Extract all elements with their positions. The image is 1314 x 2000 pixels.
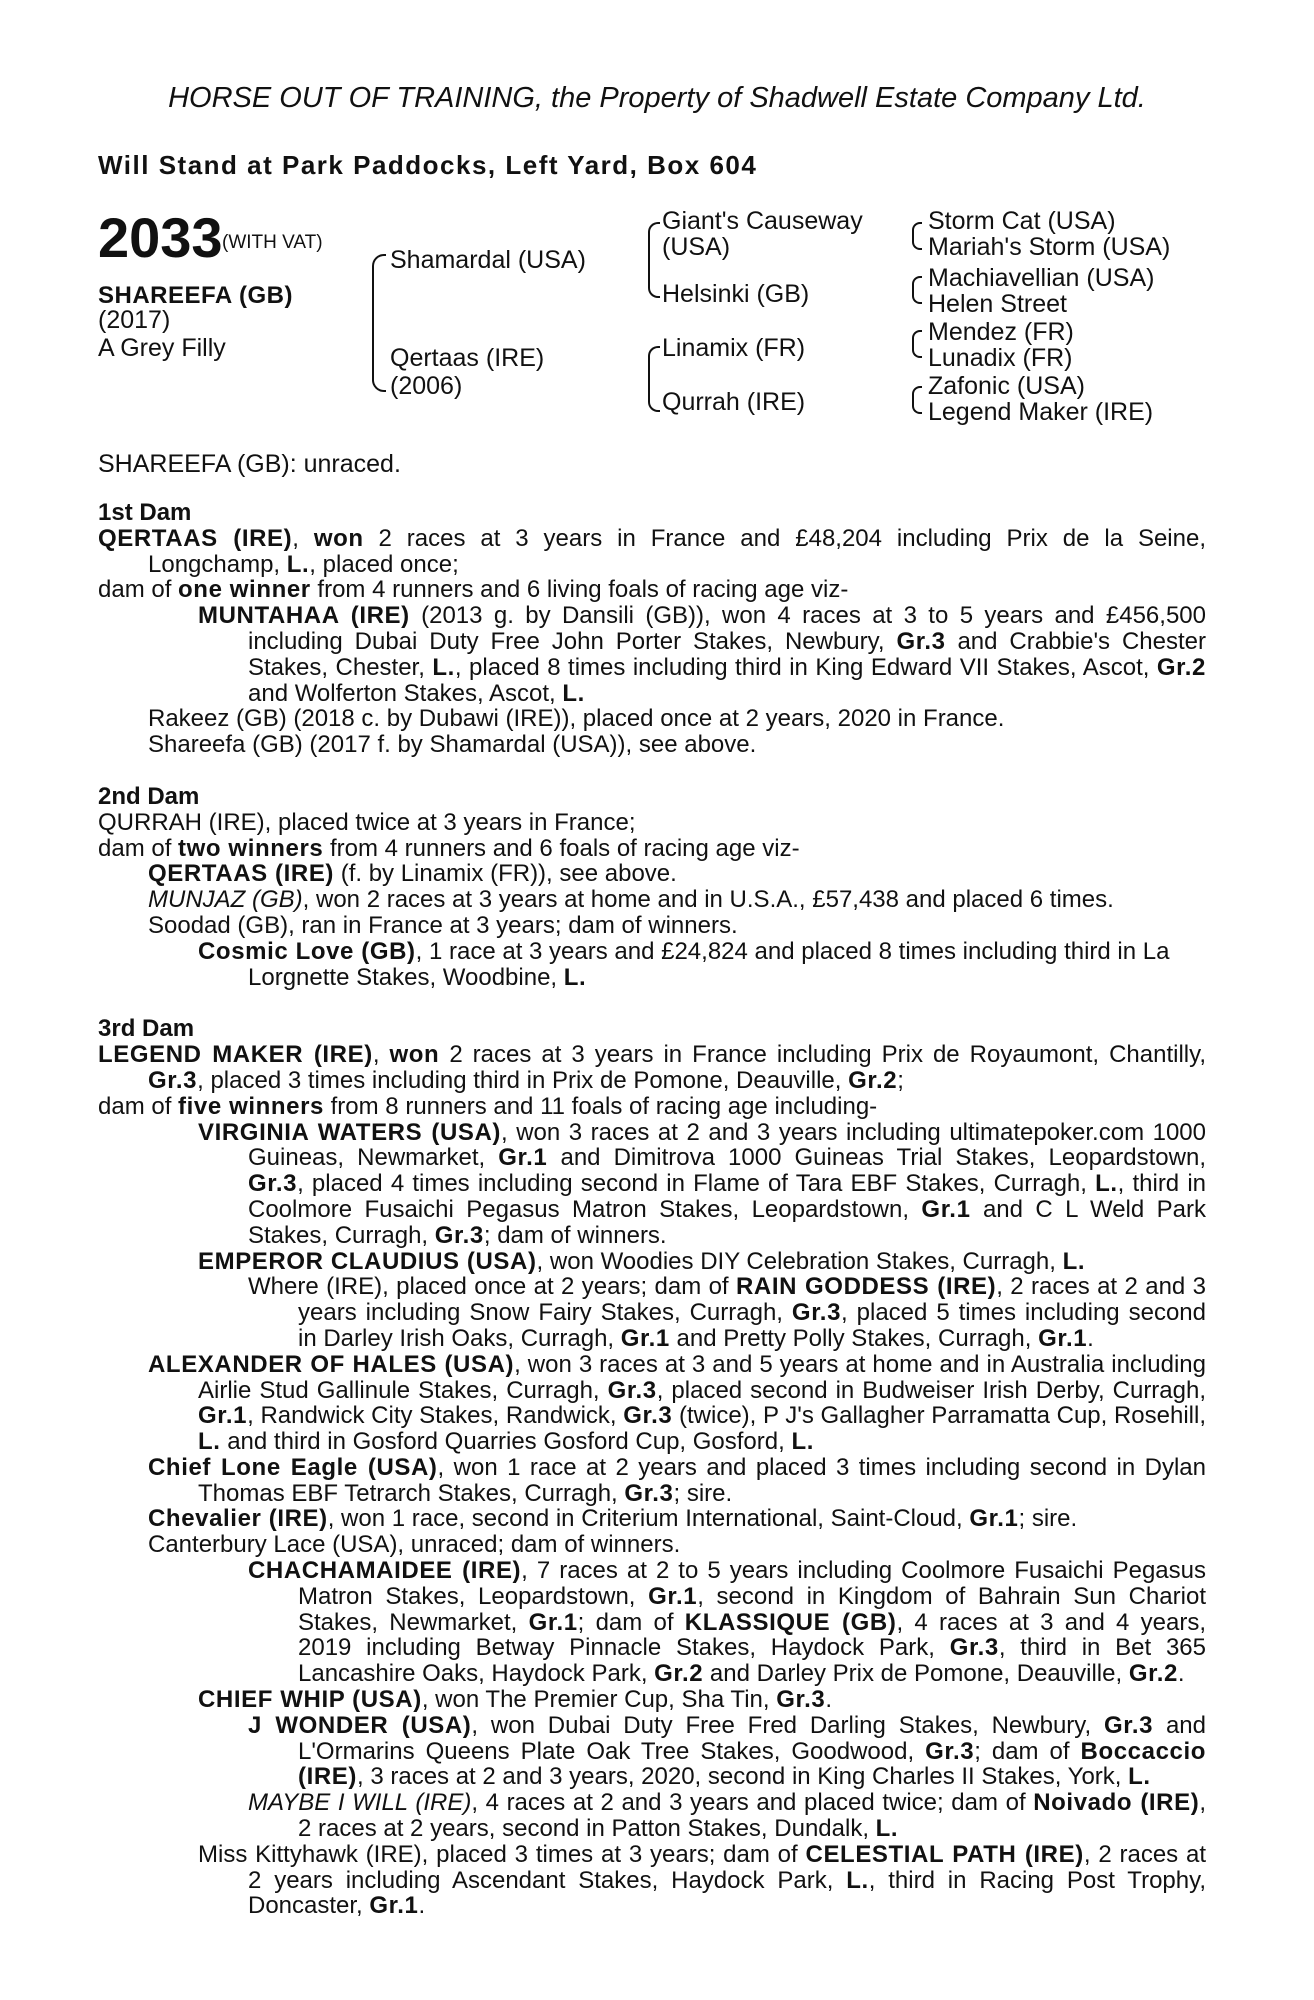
pedigree-dam-year: (2006) (390, 372, 463, 400)
bold-run: LEGEND MAKER (IRE) (98, 1041, 373, 1069)
bold-run: won (389, 1041, 440, 1069)
bold-run: VIRGINIA WATERS (USA) (198, 1118, 502, 1146)
text-run: dam of (98, 576, 179, 604)
text-run: , won 1 race at 2 years and placed 3 times including second in Dylan Thomas EBF Tetrarch Stakes, Curragh, (198, 1453, 1206, 1507)
text-run: , second in Kingdom of Bahrain Sun Chariot Stakes, Newmarket, (298, 1582, 1206, 1636)
produce-entry (98, 706, 1206, 732)
pedigree-dss: Mendez (FR) (928, 318, 1074, 346)
bold-run: CHACHAMAIDEE (IRE) (248, 1557, 522, 1585)
text-run: (twice), P J's Gallagher Parramatta Cup, Rosehill, (672, 1402, 1207, 1430)
bold-run: CHIEF WHIP (USA) (198, 1686, 422, 1714)
text-run: 2 races at 3 years in France including Prix de Royaumont, Chantilly, (439, 1041, 1206, 1069)
bold-run: EMPEROR CLAUDIUS (USA) (198, 1247, 537, 1275)
bold-run: Gr.3 (623, 1402, 673, 1430)
bold-run: Gr.1 (969, 1505, 1019, 1533)
text-run: , (292, 524, 314, 552)
text-run: and Darley Prix de Pomone, Deauville, (703, 1660, 1129, 1688)
text-run: and third in Gosford Quarries Gosford Cup, Gosford, (220, 1428, 792, 1456)
pedigree-brace (912, 276, 922, 304)
text-run: , won 1 race, second in Criterium International, Saint-Cloud, (327, 1505, 970, 1533)
text-run: . (825, 1686, 832, 1714)
horse-year: (2017) (98, 306, 171, 334)
text-run: ; sire. (1018, 1505, 1078, 1533)
bold-run: Chevalier (IRE) (148, 1505, 328, 1533)
produce-entry (98, 1249, 1206, 1275)
bold-run: Gr.1 (369, 1892, 419, 1920)
text-run: . (1177, 1660, 1185, 1688)
pedigree-brace (372, 254, 386, 392)
pedigree-sds: Machiavellian (USA) (928, 264, 1155, 292)
text-run: , placed 5 times including second in Darley Irish Oaks, Curragh, (298, 1299, 1206, 1352)
text-run: , won The Premier Cup, Sha Tin, (421, 1686, 777, 1714)
bold-run: won (313, 524, 364, 552)
produce-entry (98, 887, 1206, 913)
produce-entry (98, 939, 1206, 991)
text-run: , third in Bet 365 Lancashire Oaks, Haydock Park, (298, 1634, 1206, 1688)
text-run: , placed 8 times including third in King Edward VII Stakes, Ascot, (454, 653, 1157, 681)
produce-entry (98, 1842, 1206, 1919)
bold-run: Gr.3 (148, 1066, 198, 1094)
text-run: , placed once; (309, 550, 459, 578)
produce-intro (98, 577, 1206, 603)
bold-run: L. (846, 1866, 869, 1894)
produce-entry (98, 1532, 1206, 1558)
pedigree-brace (912, 222, 922, 250)
section-heading: 3rd Dam (98, 1015, 195, 1043)
horse-name: SHAREEFA (GB) (98, 282, 293, 309)
pedigree-dds: Zafonic (USA) (928, 372, 1085, 400)
pedigree-brace (648, 222, 660, 298)
pedigree-dam-sire: Linamix (FR) (662, 334, 806, 362)
bold-run: Gr.3 (791, 1299, 842, 1327)
pedigree-brace (912, 330, 922, 358)
text-run: , 2 races at 2 years, second in Patton Stakes, Dundalk, (298, 1789, 1206, 1843)
pedigree-sire: Shamardal (USA) (390, 246, 586, 274)
bold-run: MUNTAHAA (IRE) (198, 602, 410, 630)
bold-run: Gr.1 (620, 1324, 670, 1352)
text-run: , won Woodies DIY Celebration Stakes, Curragh, (536, 1247, 1063, 1275)
text-run: , 2 races at 2 years including Ascendant Stakes, Haydock Park, (248, 1840, 1206, 1894)
lot-number: 2033 (98, 206, 223, 269)
pedigree-sire-sire-country: (USA) (662, 233, 731, 261)
bold-run: Noivado (IRE) (1033, 1789, 1200, 1817)
bold-run: L. (1062, 1247, 1086, 1275)
bold-run: Gr.3 (925, 1737, 975, 1765)
bold-run: L. (563, 963, 587, 991)
text-run: and Wolferton Stakes, Ascot, (248, 679, 563, 707)
italic-run: MUNJAZ (GB) (148, 886, 303, 914)
text-run: , placed 3 times including third in Prix de Pomone, Deauville, (197, 1066, 849, 1094)
text-run: and Pretty Polly Stakes, Curragh, (669, 1324, 1039, 1352)
bold-run: QERTAAS (IRE) (148, 860, 335, 888)
text-run: Canterbury Lace (USA), unraced; dam of winners. (148, 1531, 681, 1559)
bold-run: L. (875, 1815, 899, 1843)
text-run: , (372, 1041, 390, 1069)
pedigree-sire-sire: Giant's Causeway (662, 207, 863, 235)
bold-run: Gr.3 (607, 1376, 657, 1404)
bold-run: Gr.1 (648, 1582, 698, 1610)
pedigree-sss: Storm Cat (USA) (928, 207, 1116, 235)
text-run: ; dam of (577, 1608, 685, 1636)
text-run: , 2 races at 2 and 3 years including Snow Fairy Stakes, Curragh, (298, 1273, 1206, 1327)
text-run: Shareefa (GB) (2017 f. by Shamardal (USA)), see above. (148, 731, 757, 759)
text-run: , 3 races at 2 and 3 years, 2020, second in King Charles II Stakes, York, (357, 1763, 1129, 1791)
bold-run: Gr.3 (896, 627, 946, 655)
bold-run: Gr.3 (248, 1170, 298, 1198)
bold-run: L. (198, 1428, 221, 1456)
pedigree-sdd: Helen Street (928, 290, 1067, 318)
bold-run: Gr.2 (654, 1660, 704, 1688)
bold-run: Cosmic Love (GB) (198, 937, 416, 965)
stand-location: Will Stand at Park Paddocks, Left Yard, Box 604 (98, 150, 758, 180)
text-run: (f. by Linamix (FR)), see above. (334, 860, 677, 888)
bold-run: Gr.3 (776, 1686, 826, 1714)
text-run: QURRAH (IRE), placed twice at 3 years in France; (98, 808, 636, 836)
produce-intro (98, 836, 1206, 862)
text-run: and Dimitrova 1000 Guineas Trial Stakes, Leopardstown, (547, 1144, 1206, 1172)
section-heading: 1st Dam (98, 499, 192, 526)
pedigree-sire-dam: Helsinki (GB) (662, 280, 810, 308)
text-run: , placed 4 times including second in Flame of Tara EBF Stakes, Curragh, (297, 1170, 1096, 1198)
produce-entry (98, 732, 1206, 758)
bold-run: J WONDER (USA) (248, 1711, 472, 1739)
produce-intro (98, 1094, 1206, 1120)
text-run: dam of (98, 834, 179, 862)
bold-run: Chief Lone Eagle (USA) (148, 1453, 438, 1481)
text-run: , 4 races at 2 and 3 years and placed twice; dam of (471, 1789, 1034, 1817)
text-run: , placed second in Budweiser Irish Derby, Curragh, (656, 1376, 1207, 1404)
race-record-note: SHAREEFA (GB): unraced. (98, 450, 401, 478)
bold-run: Gr.1 (198, 1402, 248, 1430)
text-run: , won Dubai Duty Free Fred Darling Stakes, Newbury, (471, 1711, 1104, 1739)
produce-entry (98, 1274, 1206, 1351)
bold-run: one winner (178, 576, 311, 604)
bold-run: Gr.2 (848, 1066, 898, 1094)
bold-run: two winners (178, 834, 324, 862)
bold-run: Gr.2 (1156, 653, 1206, 681)
text-run: ; dam of winners. (483, 1221, 667, 1249)
text-run: and C L Weld Park Stakes, Curragh, (248, 1195, 1206, 1249)
bold-run: L. (791, 1428, 814, 1456)
bold-run: Gr.2 (1128, 1660, 1178, 1688)
produce-entry (98, 1455, 1206, 1507)
produce-entry (98, 913, 1206, 939)
vat-note: (WITH VAT) (222, 232, 323, 253)
produce-entry (98, 603, 1206, 706)
italic-run: MAYBE I WILL (IRE) (248, 1789, 472, 1817)
bold-run: QERTAAS (IRE) (98, 524, 293, 552)
text-run: 2 races at 3 years in France and £48,204 including Prix de la Seine, Longchamp, (148, 524, 1206, 578)
produce-entry (98, 861, 1206, 887)
bold-run: RAIN GODDESS (IRE) (735, 1273, 997, 1301)
text-run: . (418, 1892, 426, 1920)
pedigree-brace (912, 386, 922, 414)
pedigree-dsd: Lunadix (FR) (928, 344, 1073, 372)
text-run: , won 2 races at 3 years at home and in U.S.A., £57,438 and placed 6 times. (302, 886, 1114, 914)
bold-run: L. (1095, 1170, 1118, 1198)
bold-run: Gr.3 (434, 1221, 484, 1249)
pedigree-ddd: Legend Maker (IRE) (928, 398, 1154, 426)
produce-entry (98, 1558, 1206, 1687)
bold-run: Gr.1 (921, 1195, 971, 1223)
bold-run: L. (432, 653, 455, 681)
dam-entry (98, 526, 1206, 578)
bold-run: Gr.3 (1104, 1711, 1154, 1739)
produce-entry (98, 1506, 1206, 1532)
dam-sections (98, 500, 1206, 1919)
text-run: , won 3 races at 3 and 5 years at home and in Australia including Airlie Stud Gallinule Stakes, Curragh, (198, 1350, 1206, 1404)
bold-run: Gr.3 (949, 1634, 999, 1662)
produce-entry (98, 1352, 1206, 1455)
pedigree-dam: Qertaas (IRE) (390, 344, 545, 372)
produce-entry (98, 1713, 1206, 1790)
text-run: from 4 runners and 6 foals of racing age viz- (323, 834, 800, 862)
text-run: , third in Coolmore Fusaichi Pegasus Matron Stakes, Leopardstown, (248, 1170, 1206, 1223)
bold-run: Boccaccio (IRE) (298, 1737, 1206, 1791)
text-run: , 1 race at 3 years and £24,824 and placed 8 times including third in La Lorgnette Stakes, Woodbine, (248, 937, 1170, 991)
text-run: from 4 runners and 6 living foals of racing age viz- (310, 576, 849, 604)
section-heading: 2nd Dam (98, 782, 200, 810)
text-run: from 8 runners and 11 foals of racing age including- (323, 1092, 878, 1120)
text-run: and L'Ormarins Queens Plate Oak Tree Stakes, Goodwood, (298, 1711, 1206, 1765)
produce-entry (98, 1790, 1206, 1842)
text-run: dam of (98, 1092, 179, 1120)
text-run: Soodad (GB), ran in France at 3 years; dam of winners. (148, 911, 738, 939)
bold-run: Gr.1 (498, 1144, 548, 1172)
text-run: ; sire. (673, 1479, 733, 1507)
bold-run: L. (562, 679, 585, 707)
text-run: , 4 races at 3 and 4 years, 2019 including Betway Pinnacle Stakes, Haydock Park, (298, 1608, 1206, 1662)
text-run: and Crabbie's Chester Stakes, Chester, (248, 627, 1206, 681)
pedigree-ssd: Mariah's Storm (USA) (928, 233, 1171, 261)
text-run: ; (897, 1066, 904, 1094)
bold-run: ALEXANDER OF HALES (USA) (148, 1350, 515, 1378)
text-run: , won 3 races at 2 and 3 years including ultimatepoker.com 1000 Guineas, Newmarket, (248, 1118, 1206, 1172)
text-run: Rakeez (GB) (2018 c. by Dubawi (IRE)), placed once at 2 years, 2020 in France. (148, 705, 1005, 733)
horse-description: A Grey Filly (98, 334, 226, 362)
text-run: . (1087, 1324, 1094, 1352)
pedigree-brace (648, 346, 660, 412)
text-run: (2013 g. by Dansili (GB)), won 4 races at 3 to 5 years and £456,500 including Dubai Duty Free John Porter Stakes, Newbury, (248, 602, 1206, 655)
text-run: Where (IRE), placed once at 2 years; dam of (248, 1273, 736, 1301)
text-run: , third in Racing Post Trophy, Doncaster, (248, 1866, 1206, 1920)
bold-run: L. (1128, 1763, 1151, 1791)
text-run: Miss Kittyhawk (IRE), placed 3 times at 3 years; dam of (198, 1840, 806, 1868)
bold-run: five winners (178, 1092, 324, 1120)
text-run: ; dam of (974, 1737, 1081, 1765)
bold-run: CELESTIAL PATH (IRE) (805, 1840, 1084, 1868)
bold-run: KLASSIQUE (GB) (684, 1608, 897, 1636)
bold-run: L. (286, 550, 310, 578)
bold-run: Gr.1 (1038, 1324, 1088, 1352)
bold-run: Gr.3 (624, 1479, 674, 1507)
produce-entry (98, 1687, 1206, 1713)
catalogue-header: HORSE OUT OF TRAINING, the Property of Shadwell Estate Company Ltd. (168, 82, 1146, 114)
bold-run: Gr.1 (528, 1608, 578, 1636)
text-run: , 7 races at 2 to 5 years including Coolmore Fusaichi Pegasus Matron Stakes, Leopardstown, (298, 1557, 1206, 1610)
text-run: , Randwick City Stakes, Randwick, (247, 1402, 624, 1430)
pedigree-dam-dam: Qurrah (IRE) (662, 388, 806, 416)
produce-entry (98, 1120, 1206, 1249)
dam-entry (98, 1042, 1206, 1094)
dam-entry (98, 810, 1206, 836)
